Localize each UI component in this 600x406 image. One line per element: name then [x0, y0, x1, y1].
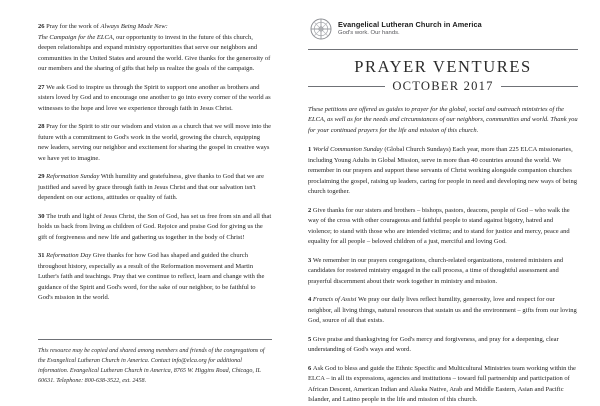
entry-body: (Global Church Sundays) Each year, more than 225 ELCA missionaries, including Young Adults in Global Mission, serve in more than 40 countries around the world. We remember in our prayers and support these servants of Christ working alongside companion churches proclaiming the gospel, raising up leaders, caring for people in need and developing new ways of being church together.: [308, 146, 577, 196]
prayer-entry: [38, 122, 272, 164]
prayer-entry: [38, 83, 272, 115]
entry-body: Pray for the Spirit to stir our wisdom and vision as a church that we will move into the future with a commitment to God's work in the world, growing the church, equipping new leaders, serving our neighbor and excitement for sharing the gospel in creative ways we have yet to imagine.: [38, 123, 272, 162]
organization-tagline: God's work. Our hands.: [338, 30, 400, 37]
entry-body: The truth and light of Jesus Christ, the Son of God, has set us free from sin and all that holds us back from living as children of God. Rejoice and praise God for giving us the gift of forgiveness and new life and gathering us together in the body of Christ!: [38, 212, 272, 241]
prayer-entry: [308, 145, 578, 198]
page-subtitle: OCTOBER 2017: [392, 78, 494, 93]
subtitle-rule-right: [501, 86, 578, 87]
footer-divider: [38, 339, 272, 340]
header-divider-top: [308, 49, 578, 50]
left-column-entries: [38, 22, 272, 304]
prayer-entry: [38, 22, 272, 75]
entry-number: 3: [308, 256, 313, 264]
entry-body: We ask God to inspire us through the Spirit to support one another as brothers and sisters loved by God and to encourage one another to go into every corner of the world as witnesses to the hope and love we experience through faith in Jesus Christ.: [38, 83, 271, 112]
entry-body: Give thanks for our sisters and brothers – bishops, pastors, deacons, people of God – who walk the way of the cross with other courageous and faithful people to stand against bigotry, hatred and violence; to stand with those who are intended victims; and to stand for justice and mercy, peace and equality for all people – beloved children of a just, merciful and loving God.: [308, 206, 570, 246]
intro-paragraph: These petitions are offered as guides to prayer for the global, social and outreach ministries of the ELCA, as well as for the needs and circumstances of our neighbors, communities and world. Thank you for your continued prayers for the life and mission of this church.: [308, 105, 578, 134]
prayer-entry: [308, 335, 578, 356]
right-column: [290, 0, 600, 404]
prayer-entry: [38, 172, 272, 204]
entry-number: 29: [38, 173, 47, 181]
entry-number: 31: [38, 252, 47, 260]
page-title: PRAYER VENTURES: [354, 57, 532, 76]
entry-number: 28: [38, 123, 47, 131]
left-column: [0, 0, 290, 400]
elca-cross-emblem-icon: [310, 18, 332, 40]
masthead: [308, 18, 578, 40]
entry-body: With humility and gratefulness, give thanks to God that we are justified and saved by grace through faith in Jesus Christ and that our salvation isn't dependent on our actions, attitudes or quality of faith.: [38, 173, 265, 202]
prayer-entry: [308, 206, 578, 248]
entry-title-italic-continued: The Campaign for the ELCA,: [38, 33, 115, 41]
organization-name: Evangelical Lutheran Church in America: [338, 20, 482, 30]
entry-number: 26: [38, 23, 47, 30]
entry-body: Give thanks for how God has shaped and guided the church throughout history, especially as a result of the Reformation movement and Martin Luther's faith and teachings. Pray that we continue to reflect, learn and change with the guidance of the Spirit and God's word, for the sake of our neighbor, to be faithful to God's mission in the world.: [38, 252, 265, 302]
entry-number: 27: [38, 83, 47, 91]
entry-body: We remember in our prayers congregations, church-related organizations, rostered ministers and candidates for rostered ministry engaged in the call process, a time of thoughtful assessment and prayerful discernment about their work together in ministry and mission.: [308, 256, 564, 285]
entry-number: 4: [308, 296, 313, 304]
footer-block: [38, 339, 272, 387]
entry-title-italic: World Communion Sunday: [312, 146, 383, 154]
entry-body: Ask God to bless and guide the Ethnic Specific and Multicultural Ministries team working within the ELCA – in all its expressions, agencies and institutions – toward full partnership and participation of African Descent, American Indian and Alaska Native, Arab and Middle Eastern, Asian and Pacific Islander, and Latino people in the life and mission of this church.: [308, 364, 576, 404]
page-subtitle-row: [308, 79, 578, 94]
prayer-entry: [38, 212, 272, 244]
entry-body: our opportunity to invest in the future of this church, deepen relationships and expand ministry opportunities that serve our neighbors and communities in the United States and around the world. Give thanks for the generosity of our members and the sharing of gifts that help us realize the goals of the campaign.: [38, 33, 271, 73]
entry-lead-text: Pray for the work of: [46, 23, 101, 30]
prayer-entry: [38, 251, 272, 304]
entry-number: 6: [308, 364, 313, 372]
brand-lines: [338, 21, 482, 36]
entry-number: 5: [308, 335, 313, 343]
entry-title-italic: Francis of Assisi: [312, 296, 357, 304]
entry-body: Give praise and thanksgiving for God's mercy and forgiveness, and pray for a deepening, clear understanding of God's ways and word.: [308, 335, 559, 354]
entry-number: 1: [308, 146, 313, 154]
right-column-entries: [308, 145, 578, 406]
prayer-entry: [308, 256, 578, 288]
entry-number: 2: [308, 206, 313, 214]
entry-title-italic: Reformation Sunday: [46, 173, 100, 181]
entry-title-italic: Reformation Day: [46, 252, 92, 260]
prayer-entry: [308, 295, 578, 327]
entry-number: 30: [38, 212, 47, 220]
footer-text: This resource may be copied and shared among members and friends of the congregations of the Evangelical Lutheran Church in America. Contact info@elca.org for additional information. Evangelical Lutheran Church in America, 8765 W. Higgins Road, Chicago, IL 60631. Telephone: 800-638-3522, ext. 2458.: [38, 348, 265, 385]
entry-body: We pray our daily lives reflect humility, generosity, love and respect for our neighbor, all living things, natural resources that sustain us and the environment – gifts from our loving God, source of all that exists.: [308, 296, 577, 325]
entry-title-italic: Always Being Made New:: [100, 23, 168, 30]
subtitle-rule-left: [308, 86, 385, 87]
